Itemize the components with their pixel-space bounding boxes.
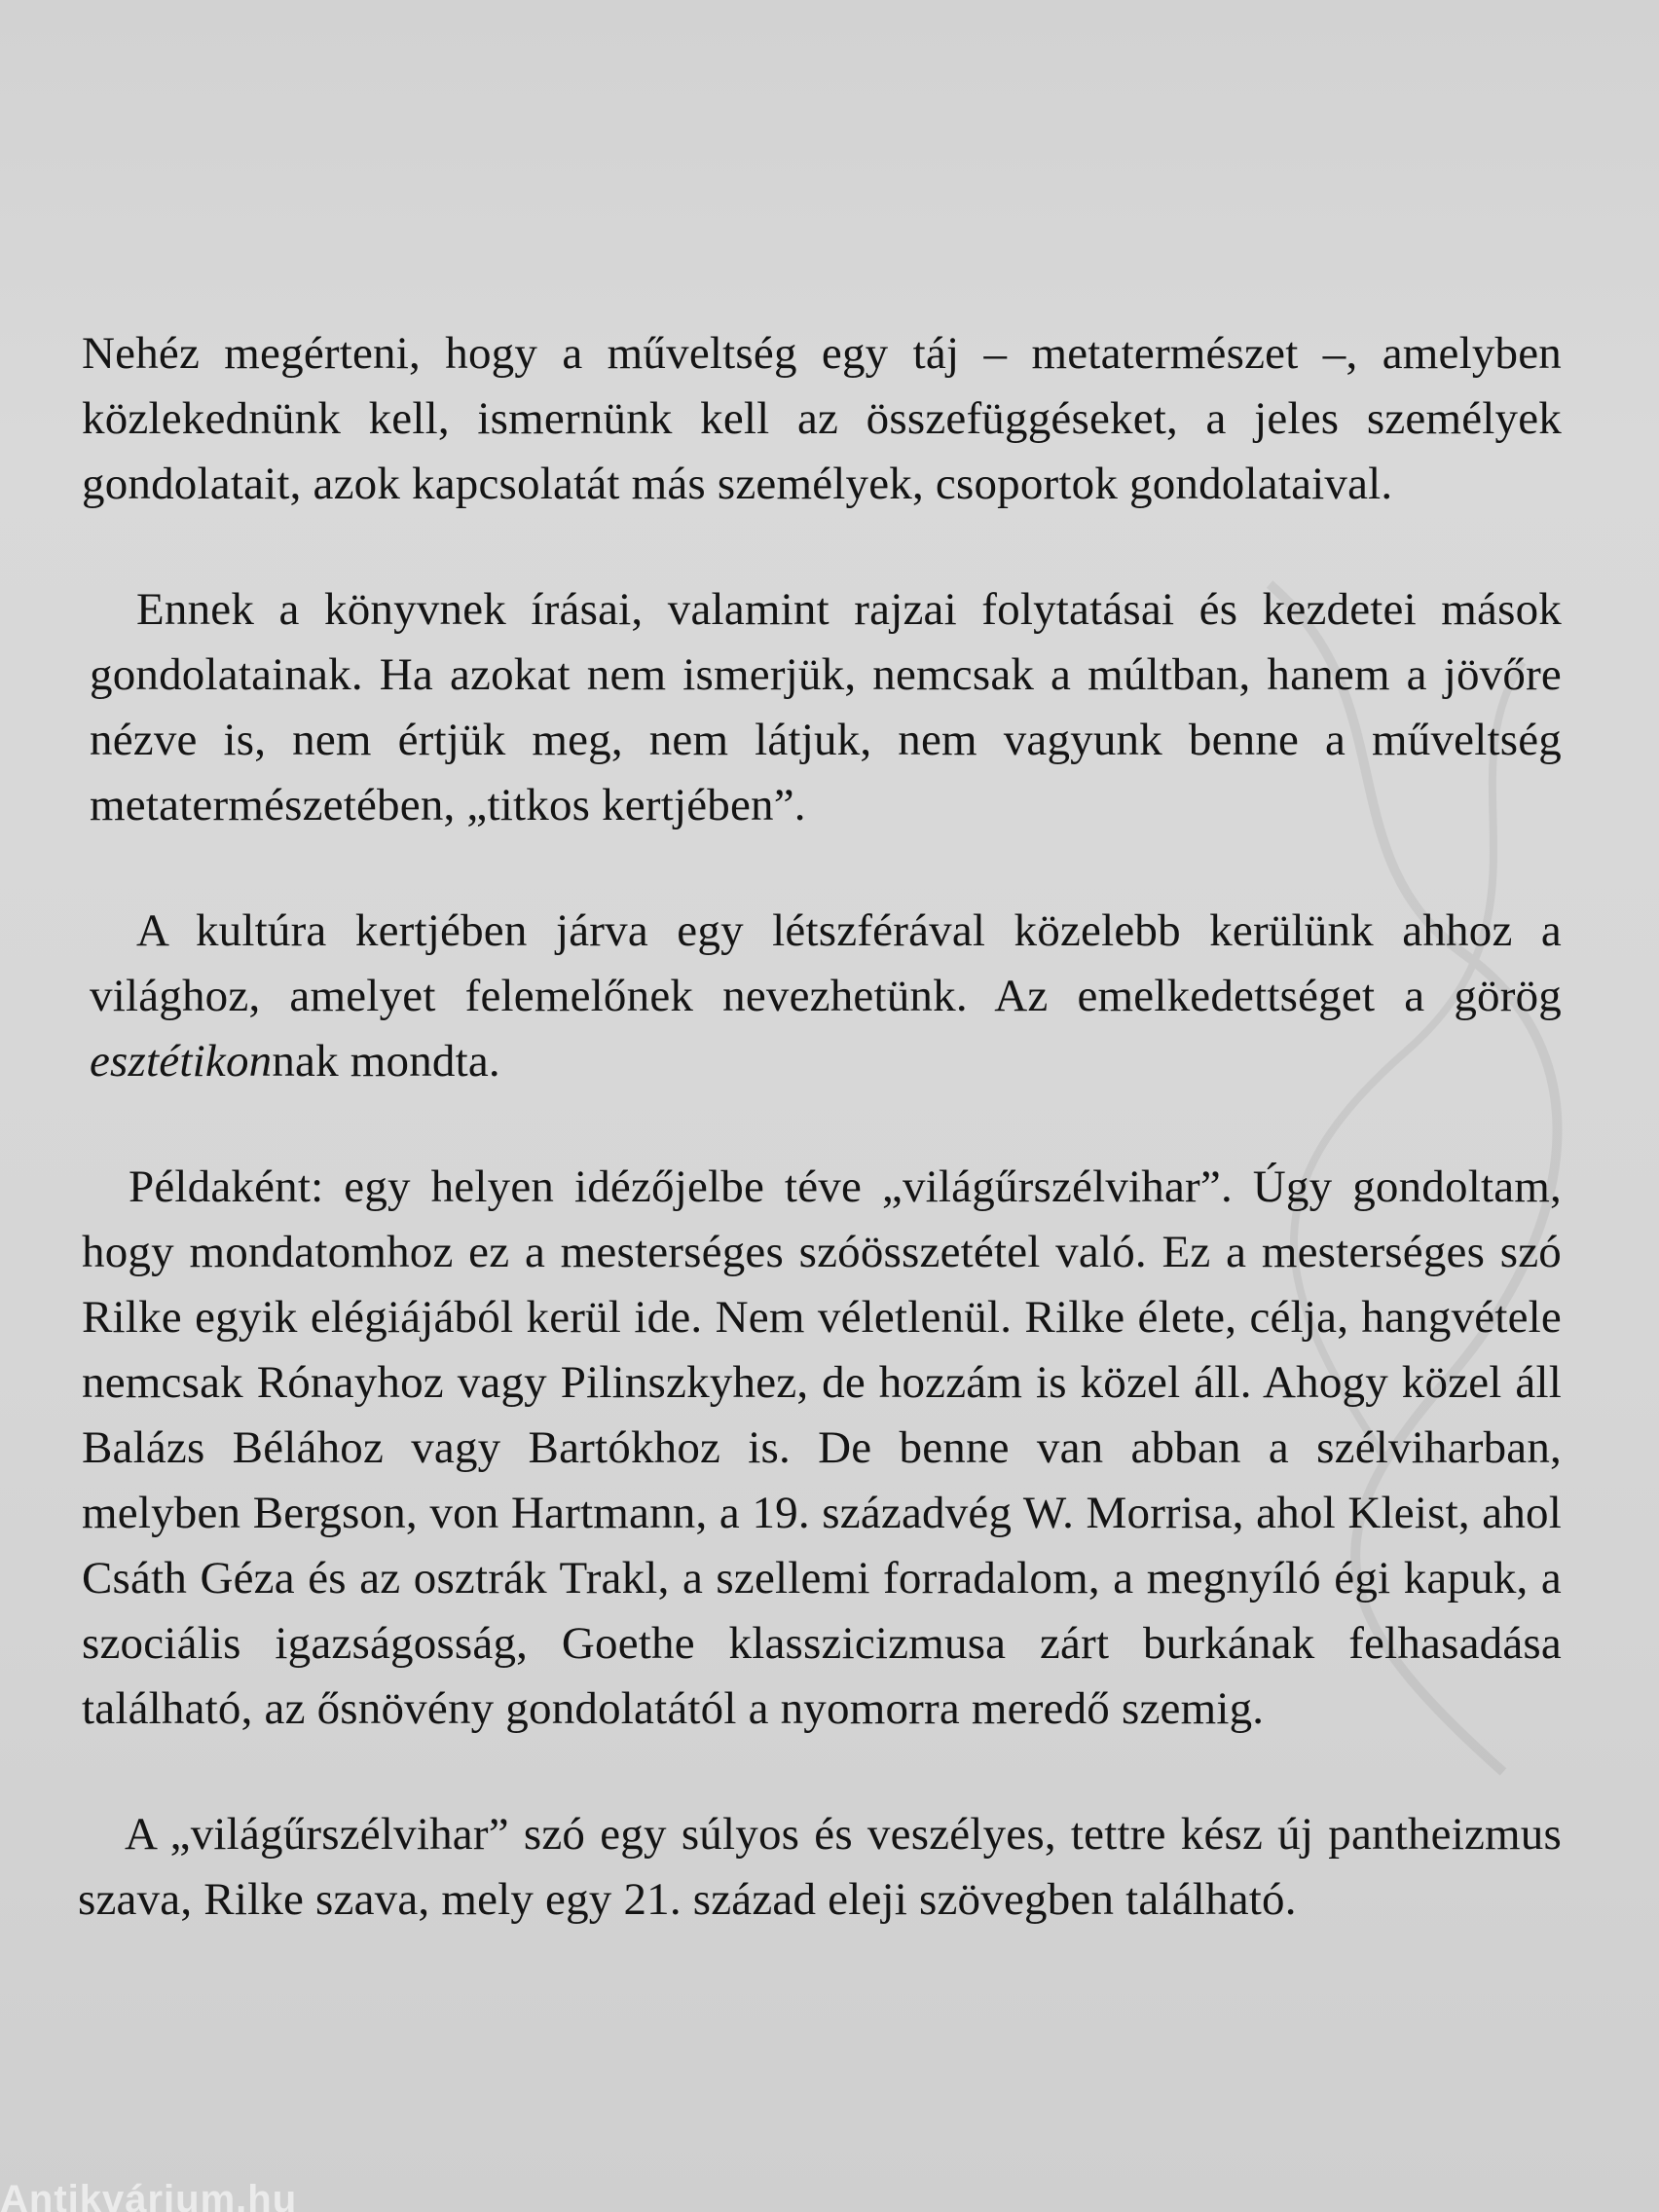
paragraph-3-text: A kultúra kertjében járva egy létszférával közelebb kerülünk ahhoz a világhoz, amelyet felemelőnek nevezhetünk. Az emelkedettséget a görög <box>90 905 1562 1021</box>
italic-term: esztétikon <box>90 1036 273 1087</box>
page-text <box>78 321 1562 1993</box>
paragraph-3 <box>90 899 1562 1094</box>
paragraph-4: Példaként: egy helyen idézőjelbe téve „világűrszélvihar”. Úgy gondoltam, hogy mondatomhoz ez a mesterséges szóösszetétel való. Ez a mesterséges szó Rilke egyik elégiájából kerül ide. Nem véletlenül. Rilke élete, célja, hangvétele nemcsak Rónayhoz vagy Pilinszkyhez, de hozzám is közel áll. Ahogy közel áll Balázs Bélához vagy Bartókhoz is. De benne van abban a szélviharban, melyben Bergson, von Hartmann, a 19. századvég W. Morrisa, ahol Kleist, ahol Csáth Géza és az osztrák Trakl, a szellemi forradalom, a megnyíló égi kapuk, a szociális igazságosság, Goethe klasszicizmusa zárt burkának felhasadása található, az ősnövény gondolatától a nyomorra meredő szemig. <box>82 1161 1562 1734</box>
paragraph-2: Ennek a könyvnek írásai, valamint rajzai folytatásai és kezdetei mások gondolatainak. Ha azokat nem ismerjük, nemcsak a múltban, hanem a jövőre nézve is, nem értjük meg, nem látjuk, nem vagyunk benne a műveltség metatermészetében, „titkos kertjében”. <box>90 584 1562 830</box>
paragraph-5: A „világűrszélvihar” szó egy súlyos és veszélyes, tettre kész új pantheizmus szava, Rilke szava, mely egy 21. század eleji szövegben található. <box>78 1809 1562 1925</box>
paragraph-3-text-end: nak mondta. <box>272 1036 500 1087</box>
paragraph-1: Nehéz megérteni, hogy a műveltség egy táj – metatermészet –, amelyben közlekednünk kell, ismernünk kell az összefüggéseket, a jeles személyek gondolatait, azok kapcsolatát más személyek, csoportok gondolataival. <box>82 328 1562 509</box>
watermark-logo: Antikvárium.hu <box>0 2178 298 2212</box>
